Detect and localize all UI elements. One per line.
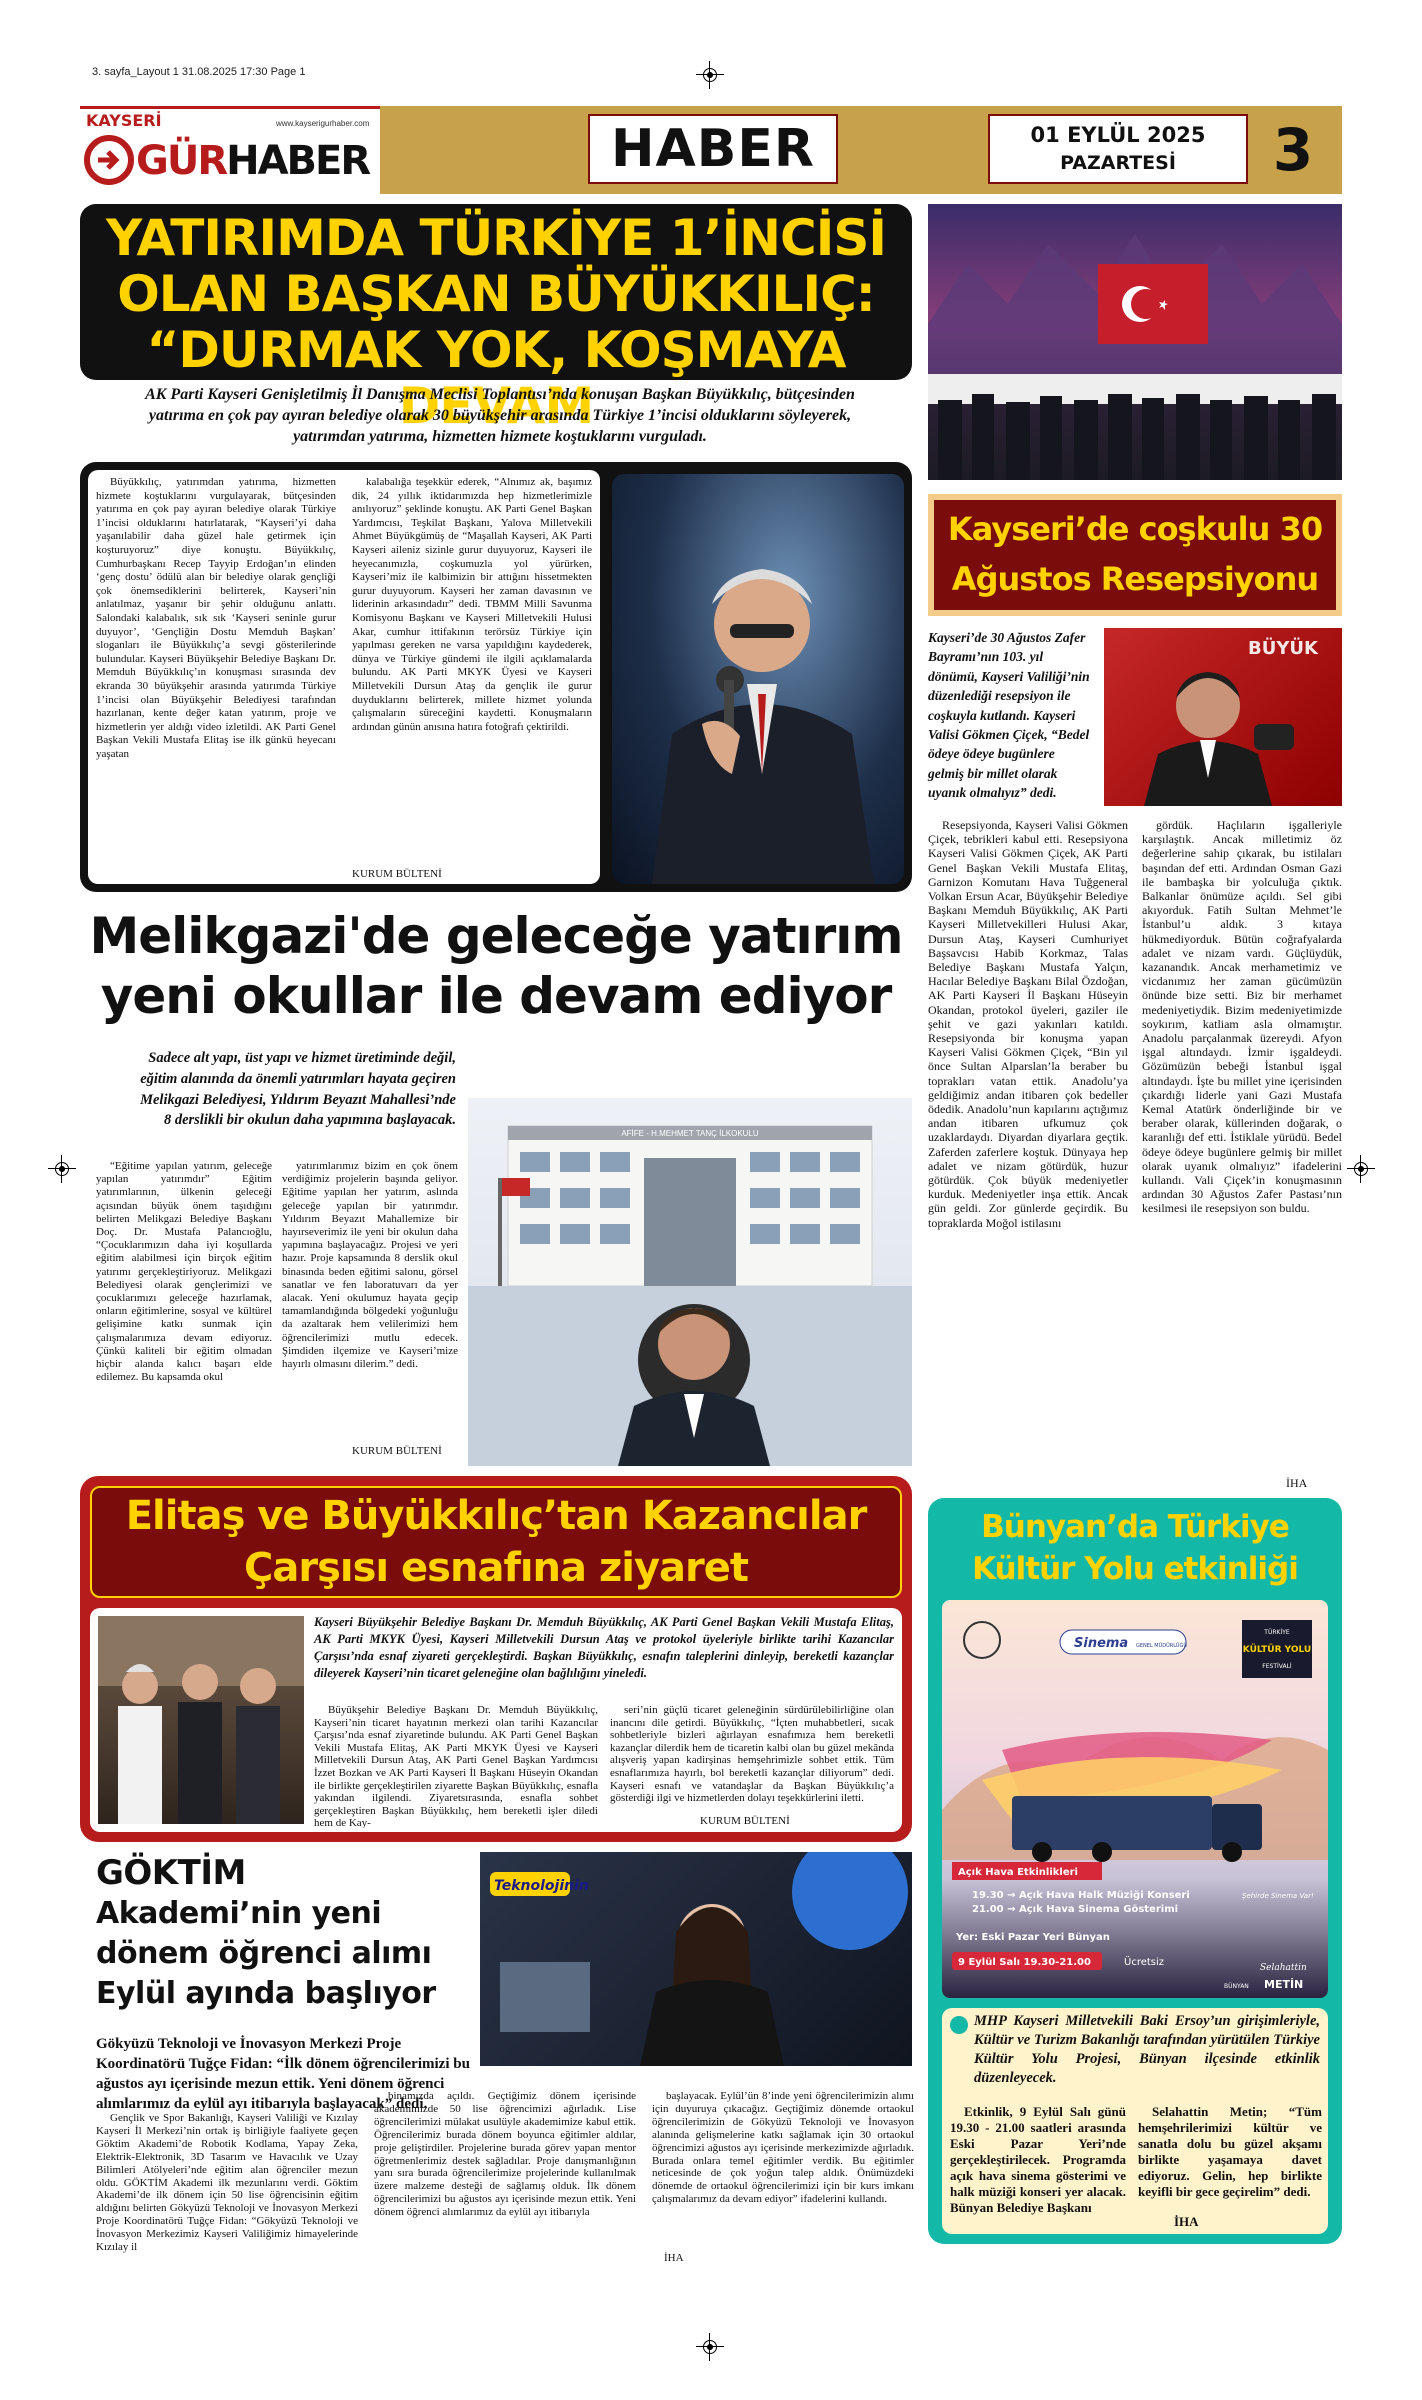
poster-fee: Ücretsiz [1124,1957,1165,1968]
goktim-headline-line-1: GÖKTİM [96,1853,246,1893]
lead-column-1 [96,476,336,884]
issue-weekday: PAZARTESİ [1060,152,1176,174]
goktim-headline-line-3: dönem öğrenci alımı [96,1936,432,1971]
goktim-spot: Gökyüzü Teknoloji ve İnovasyon Merkezi Proje Koordinatörü Tuğçe Fidan: “İlk dönem öğrencilerimizi bu ağustos ayı içerisinde mezun ettik. Yeni dönem öğrenci alımlarımız da eylül ayı itibarıyla başlayacak” dedi. [96,2036,470,2112]
melikgazi-credit: KURUM BÜLTENİ [352,1445,442,1457]
logo-brand-a: GÜR [136,138,227,184]
melikgazi-spot: Sadece alt yapı, üst yapı ve hizmet üretiminde değil, eğitim alanında da önemli yatırımları hayata geçiren Melikgazi Belediyesi, Yıldırım Beyazıt Mahallesi’nde 8 derslikli bir okulun daha yapımına başlayacak. [140,1050,456,1129]
poster-fest-line-2: KÜLTÜR YOLU [1242,1645,1312,1655]
poster-mayor: METİN [1264,1978,1304,1991]
lead-credit: KURUM BÜLTENİ [352,868,446,880]
bunyan-headline-line-1: Bünyan’da Türkiye [981,1509,1289,1545]
logo-city: KAYSERİ [86,111,162,130]
bunyan-headline [928,1506,1342,1590]
reception-spot: Kayseri’de 30 Ağustos Zafer Bayramı’nın 103. yıl dönümü, Kayseri Valiliği’nin düzenlediği resepsiyon ile coşkuyla kutlandı. Kayseri Valisi Gökmen Çiçek, “Bedel ödeye ödeye bugünlere gelmiş bir millet olarak uyanık olmalıyız” dedi. [928,630,1090,801]
goktim-column-3 [652,2090,914,2250]
poster-events-title: Açık Hava Etkinlikleri [958,1867,1078,1878]
poster-invite: Şehirde Sinema Var! [1242,1892,1314,1900]
lead-headline-line-1: YATIRIMDA TÜRKİYE 1’İNCİSİ [106,209,886,267]
bunyan-credit: İHA [1174,2214,1199,2229]
goktim-headline-line-4: Eylül ayında başlıyor [96,1976,436,2011]
poster-municipality: BÜNYAN [1224,1983,1249,1990]
goktim-headline [96,1852,476,2014]
registration-mark-right [1347,1155,1375,1183]
registration-mark-bottom [696,2333,724,2361]
bunyan-poster [942,1600,1328,1998]
bunyan-spot: MHP Kayseri Milletvekili Baki Ersoy’un girişimleriyle, Kültür ve Turizm Bakanlığı tarafından yürütülen Türkiye Kültür Yolu Projesi, Bünyan ilçesinde etkinlik düzenleyecek. [974,2013,1320,2086]
reception-headline-line-2: Ağustos Resepsiyonu [951,560,1319,598]
poster-brand-sub: GENEL MÜDÜRLÜĞÜ [1136,1643,1187,1649]
reception-headline-box [928,494,1342,616]
goktim-column-1 [96,2112,358,2272]
page-number: 3 [1272,116,1314,184]
registration-mark-left [48,1155,76,1183]
reception-credit: İHA [1286,1476,1308,1490]
logo-wordmark [136,135,369,187]
bunyan-column-1 [950,2104,1126,2230]
lead-photo-mayor [612,474,904,884]
melikgazi-photo-school [468,1098,912,1466]
goktim-column-3-text: başlayacak. Eylül’ün 8’inde yeni öğrencilerimizin alımı için duyuruya çıkacağız. Geçtiğimiz dönemde ortaokul öğrencilerimizin de Gökyüzü Teknoloji ve İnovasyon alanında gelişmelerine katkı sağlamak için 30 ortaokul öğrencimizi ağustos ayı içerisinde merkezimizde ağırladık. Burada onlara temel eğitimler verdik. Bu eğitimler neticesinde de çok yoğun talep aldık. Önümüzdeki dönemde de ortaokul öğrencilerimizi için bir kurs imkanı çalışmalarımız da devam ediyor” ifadelerini kullandı. [652,2090,914,2206]
section-title: HABER [611,119,815,179]
poster-date-time: 9 Eylül Salı 19.30-21.00 [958,1957,1091,1968]
reception-column-1-text: Resepsiyonda, Kayseri Valisi Gökmen Çiçek, tebrikleri kabul etti. Resepsiyona Kayseri Valisi Gökmen Çiçek, AK Parti Genel Başkan Vekili Mustafa Elitaş, Garnizon Komutanı Hava Tuğgeneral Volkan Ersun Acar, Büyükşehir Belediye Başkanı Memduh Büyükkılıç, AK Parti Kayseri Milletvekilleri Hulusi Akar, Dursun Ataş, Kayseri Cumhuriyet Başsavcısı Habib Korkmaz, Talas Belediye Başkanı Mustafa Yalçın, Hacılar Belediye Başkanı Bilal Özdoğan, AK Parti Kayseri İl Başkanı Hüseyin Okandan, protokol üyeleri, gaziler ile şehit ve gazi yakınları katıldı. Resepsiyonda bir konuşma yapan Kayseri Valisi Gökmen Çiçek, “Bin yıl önce Sultan Alparslan’la beraber bu toprakları vatan ettik. Anadolu’ya geldiğimiz andan itibaren çok bedeller ödedik. Anadolu’nun kapılarını açtığımız andan itibaren ufkumuz çok uzaklardaydı. Diyardan diyarlara geçtik. Zaferden zaferlere koştuk. Dünyaya hep adalet ve nizam götürdük, huzur götürdük. Çok büyük medeniyetler kurduk. Medeniyetler inşa ettik. Ancak gün geldi. Zor günlerde geçirdik. Bu topraklarda Moğol istilasını [928,818,1128,1230]
melikgazi-headline-line-2: yeni okullar ile devam ediyor [100,967,892,1025]
elitas-headline-line-2: Çarşısı esnafına ziyaret [244,1545,748,1591]
reception-headline-inner [934,500,1336,610]
bunyan-bullet-icon [950,2016,968,2034]
goktim-credit: İHA [664,2252,684,2264]
elitas-photo-visit [98,1616,304,1824]
reception-photo-governor [1104,628,1342,806]
lead-column-1-text: Büyükkılıç, yatırımdan yatırıma, hizmetten hizmete koştuklarını vurgulayarak, bütçesinden yatırıma en çok pay ayıran belediye olarak Türkiye 1’incisi olduklarını hatırlatarak, “Kayseri’yi daha yaşanılabilir daha güzel hale getirmek için koşturuyoruz” diye konuştu. Büyükkılıç, Cumhurbaşkanı Recep Tayyip Erdoğan’ın elinden ‘genç dostu’ ödülü alan bir belediye olarak gençliği çok önemsediklerini belirterek, Kayseri’nin anlatılmaz, yaşanır bir şehir olduğunu anlattı. Salondaki kalabalık, sık sık ‘Kayseri seninle gurur duyuyor’, ‘Gençliğin Dostu Memduh Başkan’ sloganları ile Büyükkılıç’a sevgi gösterilerinde bulundular. Kayseri Büyükşehir Belediye Başkanı Dr. Memduh Büyükkılıç’ın konuşması sırasında dev ekranda 30 büyükşehir arasında yatırımda Türkiye 1’incisi olan Büyükşehir Belediyesi tarafından hazırlanan, kente değer katan yatırım, proje ve hizmetlerin yer aldığı video izletildi. AK Parti Genel Başkan Vekili Mustafa Elitaş ise ilk günkü heyecanı yaşatan [96,476,336,760]
poster-fest-line-3: FESTİVALİ [1262,1663,1292,1670]
poster-mayor-sign: Selahattin [1260,1963,1307,1973]
poster-venue: Yer: Eski Pazar Yeri Bünyan [956,1932,1110,1943]
bunyan-headline-line-2: Kültür Yolu etkinliği [972,1551,1298,1587]
elitas-column-1-text: Büyükşehir Belediye Başkanı Dr. Memduh Büyükkılıç, Kayseri’nin ticaret hayatının merkezi olan tarihi Kazancılar Çarşısı’nda esnaf ziyaretinde bulundu. AK Parti Genel Başkan Vekili Mustafa Elitaş, AK Parti MKYK Üyesi ve Kayseri Milletvekili Dursun Ataş, AK Parti Genel Başkan Yardımcısı İzzet Bozkan ve AK Parti Kayseri İl Başkanı Hüseyin Okandan ile birlikte gerçekleştirilen ziyarette Başkan Büyükkılıç, esnafla yakından ilgilendi. Ziyaretsırasında, esnafla sohbet gerçekleştiren Başkan Büyükkılıç, hem bereketli işler diledi hem de Kay- [314,1704,598,1828]
elitas-column-2-text: seri’nin güçlü ticaret geleneğinin sürdürülebilirliğine olan inancını dile getirdi. Büyükkılıç, “İçten muhabbetleri, sıcak sohbetleriyle bizleri ağırlayan esnafımıza hem bereketli kazançlar dilerdik hem de ticaretin kalbi olan bu güzel mekânda alışveriş yapan kadirşinas hemşehrimizle sohbet ettik. Tüm esnaflarımıza hayırlı, bol bereketli kazançlar diliyorum” dedi. Kayseri esnafı ve vatandaşlar da Başkan Büyükkılıç’a gösterdiği ilgi ve hizmetlerden dolayı teşekkürlerini iletti. [610,1704,894,1805]
reception-column-1 [928,818,1128,1500]
lead-spot: AK Parti Kayseri Genişletilmiş İl Danışma Meclisi Toplantısı’nda konuşan Başkan Büyükkılıç, bütçesinden yatırıma en çok pay ayıran belediye olarak 30 büyükşehir arasında Türkiye 1’incisi olduklarını söyleyerek, yatırımdan yatırıma, hizmetten hizmete koştuklarını vurguladı. [145,386,855,445]
reception-column-2 [1142,818,1342,1478]
lead-column-2 [352,476,592,884]
goktim-column-1-text: Gençlik ve Spor Bakanlığı, Kayseri Valiliği ve Kızılay Kayseri İl Merkezi’nin ortak iş birliğiyle faaliyete geçen Göktim Akademi’de Robotik Kodlama, Yapay Zeka, Elektrik-Elektronik, 3D Tasarım ve Havacılık ve Uzay Bilimleri Atölyeleri’nde eğitim alan öğrenciler mezun oldu. GÖKTİM Akademi ilk mezunlarını verdi. Göktim Akademi’de ilk dönem için 50 lise öğrencisinin eğitim aldığını belirten Gökyüzü Teknoloji ve İnovasyon Merkezi Proje Koordinatörü Tuğçe Fidan: “Gökyüzü Teknoloji ve İnovasyon Merkezimiz Kayseri Valiliğimiz himayelerinde Kızılay il [96,2112,358,2254]
melikgazi-column-2-text: yatırımlarımız bizim en çok önem verdiğimiz projelerin başında geliyor. Eğitime yapılan her yatırım, aslında geleceğe yapılan bir yatırımdır. Yıldırım Beyazıt Mahallemize bir hayırseverimiz ile yeni bir okulun daha yapımına başlayacağız. Projesi ve yeri hazır. Proje kapsamında 8 derslik okul binasında beden eğitimi salonu, görsel sanatlar ve fen laboratuvarı da yer alacak. Yeni okulumuz hayata geçip tamamlandığında bölgedeki yoğunluğu da azaltarak hem velilerimizi hem öğrencilerimizi mutlu edecek. Şimdiden ilçemize ve Kayseri’mize hayırlı olmasını dilerim.” dedi. [282,1160,458,1371]
melikgazi-school-sign: AFİFE - H.MEHMET TANÇ İLKOKULU [621,1129,759,1138]
reception-photo-hall [928,204,1342,480]
goktim-column-2 [374,2090,636,2272]
bunyan-column-2 [1138,2104,1322,2214]
goktim-photo-fidan [480,1852,912,2066]
reception-headline-line-1: Kayseri’de coşkulu 30 [947,510,1323,548]
elitas-credit: KURUM BÜLTENİ [700,1815,790,1827]
lead-column-2-text: kalabalığa teşekkür ederek, “Alnımız ak, başımız dik, 24 yıllık iktidarımızda hep hizmetlerimizle anılıyoruz” şeklinde konuştu. AK Parti Genel Başkan Yardımcısı, Teşkilat Başkanı, Yalova Milletvekili Ahmet Büyükgümüş de “Maşallah Kayseri, AK Parti Kayseri aileniz sizinle gurur duyuyoruz, Kayseri ile heyecanımızla, coşkumuzla yol yürürken, Kayseri’miz ile kalbimizin bir attığını hissetmekten gurur duyuyorum. Kayseri her zaman davasının ve liderinin arkasındadır” dedi. TBMM Milli Savunma Komisyonu Başkanı ve Kayseri Milletvekili Hulusi Akar, cumhur ittifakının terörsüz Türkiye için yapılması gereken ne varsa yapıldığını kaydederek, dünya ve Türkiye gündemi ile ilgili açıklamalarda bulundu. AK Parti MKYK Üyesi ve Kayseri Milletvekili Dursun Ataş da gençlik ile gurur duyduklarını belirterek, millete hizmet yolunda çalışmaların süreceğini kaydetti. Konuşmaların ardından günün anısına hatıra fotoğrafı çektirildi. [352,476,592,733]
poster-event-1: 19.30 → Açık Hava Halk Müziği Konseri [972,1890,1190,1901]
issue-date: 01 EYLÜL 2025 [1030,123,1206,147]
elitas-column-2 [610,1704,894,1816]
goktim-column-2-text: binamızda açıldı. Geçtiğimiz dönem içerisinde akademimizde 50 lise öğrencimizi ağırladık. Lise öğrencilerimizi mülakat usulüyle akademimize kabul ettik. Öğrencilerimiz burada dönem boyunca eğitimler aldılar, proje geliştirdiler. Projelerine burada görev yapan mentor öğretmenlerimiz destek sağladılar. Proje danışmanlığının yanı sıra burada öğrencilerimize projelerinde kullanılmak üzere malzeme desteği de sağlamış olduk. İlk dönem öğrencilerimizi bu ağustos ayı içerisinde mezun ettik. Yeni dönem öğrenci alımlarımız da eylül ayı itibarıyla [374,2090,636,2219]
bunyan-column-2-text: Selahattin Metin; “Tüm hemşehrilerimizi kültür ve sanatla dolu bu güzel akşamı birlikte yaşamaya davet ediyoruz. Gelin, hep birlikte keyifli bir gece geçirelim” dedi. [1138,2104,1322,2199]
logo-website: www.kayserigurhaber.com [276,119,370,128]
section-label [588,114,838,184]
melikgazi-headline-line-1: Melikgazi'de geleceğe yatırım [89,907,903,965]
date-box [988,114,1248,184]
masthead-logo [80,106,380,194]
poster-fest-line-1: TÜRKİYE [1264,1629,1290,1636]
bunyan-column-1-text: Etkinlik, 9 Eylül Salı günü 19.30 - 21.00 saatleri arasında Eski Pazar Yeri’nde gerçekleştirilecek. Programda açık hava sinema gösterimi ve halk müziği konseri yer alacak. Bünyan Belediye Başkanı [950,2104,1126,2215]
elitas-headline-line-1: Elitaş ve Büyükkılıç’tan Kazancılar [125,1493,867,1539]
goktim-headline-line-2: Akademi’nin yeni [96,1896,382,1931]
reception-column-2-text: gördük. Haçlıların işgalleriyle karşılaştık. Ancak milletimiz öz değerlerine sahip çıkarak, bu istilaları başından def etti. Ardından Osman Gazi ile bambaşka bir yolculuğa çıktık. Balkanlar önümüze açıldı. Sel gibi akıyorduk. Fatih Sultan Mehmet’le İstanbul’u aldık. 3 kıtaya hükmediyorduk. Bütün coğrafyalarda adalet ve nizam vardı. Güçlüydük, kazanandık. Ancak merhametimiz ve vicdanımız her zaman gücümüzün önünde bize setti. Biz bir merhamet medeniyetiydik. Bizim medeniyetimizde soykırım, katliam asla olmamıştır. Anadolu parçalanmak üzereydi. Afyon işgal altındaydı. İzmir işgaldeydi. Gözümüzün bebeği İstanbul işgal altındaydı. İşte bu millet yine içerisinden çıkardığı liderle yani Gazi Mustafa Kemal Atatürk önderliğinde bir ve beraber olarak, küllerinden doğarak, o karanlığı def etti. İstiklale yürüdü. Bedel ödeye ödeye bugünlere gelmiş bir millet olarak uyanık olmalıyız” ifadelerini kullandı. Vali Çiçek’in konuşmasının ardından 30 Ağustos Zafer Pastası’nın kesilmesi ile resepsiyon son buldu. [1142,818,1342,1216]
logo-brand-b: HABER [226,138,370,184]
reception-photo-sign: BÜYÜK [1248,638,1318,659]
registration-mark-top [696,61,724,89]
poster-brand: Sinema [1074,1636,1129,1651]
elitas-column-1 [314,1704,598,1828]
logo-emblem-icon [84,135,134,185]
lead-headline-line-3: “DURMAK YOK, KOŞMAYA DEVAM [146,321,846,435]
poster-event-2: 21.00 → Açık Hava Sinema Gösterimi [972,1904,1179,1915]
goktim-photo-sign: Teknolojinin [494,1878,589,1894]
melikgazi-headline [80,906,912,1026]
elitas-spot: Kayseri Büyükşehir Belediye Başkanı Dr. Memduh Büyükkılıç, AK Parti Genel Başkan Vekili Mustafa Elitaş, AK Parti MKYK Üyesi, Kayseri Milletvekili Dursun Ataş ve protokol üyeleriyle birlikte tarihi Kazancılar Çarşısı’nda esnaf ziyareti gerçekleştirdi. Başkan Büyükkılıç, esnafın taleplerini dinleyip, bereketli kazançlar dileyerek Kayseri’nin ticaret geleneğine olan bağlılığını yineledi. [314,1615,894,1680]
elitas-headline-box [90,1486,902,1598]
print-slug: 3. sayfa_Layout 1 31.08.2025 17:30 Page 1 [92,66,306,78]
melikgazi-column-1-text: “Eğitime yapılan yatırım, geleceğe yapılan yatırımdır” Eğitim yatırımlarının, ülkenin geleceği açısından büyük önem taşıdığını belirten Melikgazi Belediye Başkanı Doç. Dr. Mustafa Palancıoğlu, “Çocuklarımızın daha iyi koşullarda eğitim alabilmesi için birçok eğitim yatırımı gerçekleştiriyoruz. Melikgazi Belediyesi olarak gençlerimizi ve çocuklarımızı geleceğe hazırlamak, onların eğitimlerine, sosyal ve kültürel gelişimine katkı sunmak için çalışmalarımıza devam ediyoruz. Çünkü kaliteli bir eğitim olmadan hiçbir alanda kalıcı başarı elde edilemez. Bu kapsamda okul [96,1160,272,1384]
lead-headline-line-2: OLAN BAŞKAN BÜYÜKKILIÇ: [117,265,875,323]
melikgazi-column-2 [282,1160,458,1446]
melikgazi-column-1 [96,1160,272,1458]
